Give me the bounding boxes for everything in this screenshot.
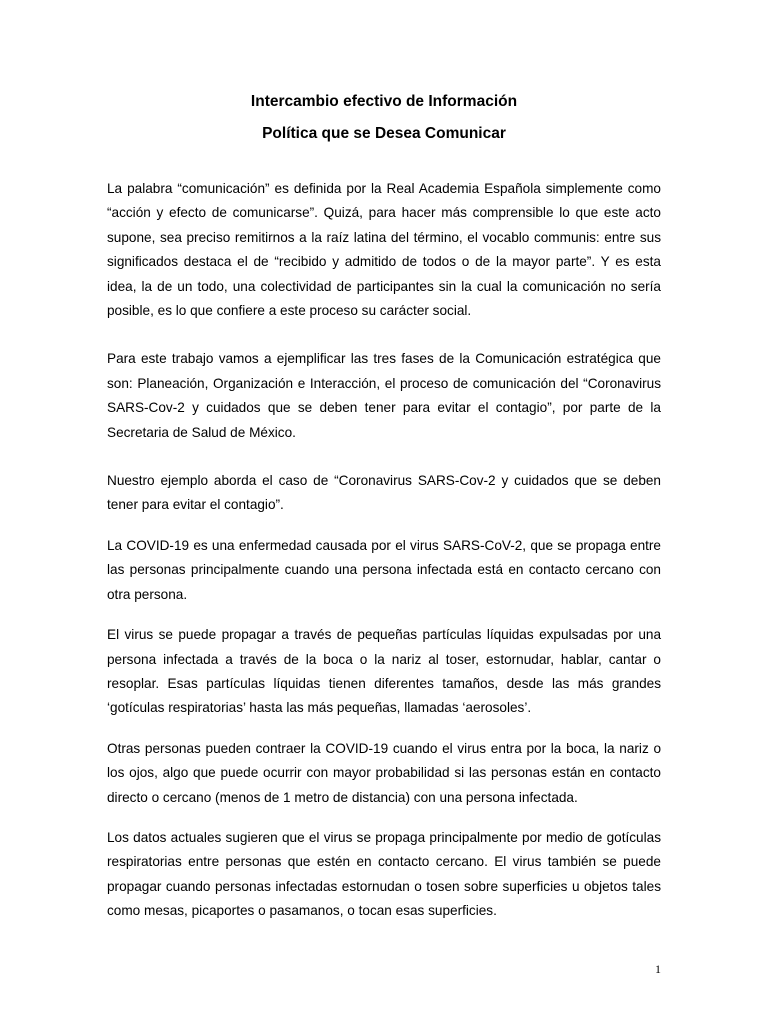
paragraph-propagacion-particulas: El virus se puede propagar a través de pequeñas partículas líquidas expulsadas por una persona infectada a través de la boca o la nariz al toser, estornudar, hablar, cantar o resoplar. Esas partículas líquidas tienen diferentes tamaños, desde las más grandes ‘gotículas respiratorias’ hasta las más pequeñas, llamadas ‘aerosoles’. xyxy=(107,627,661,716)
document-body xyxy=(107,92,661,924)
document-subtitle: Política que se Desea Comunicar xyxy=(262,125,506,142)
paragraph-fases-comunicacion: Para este trabajo vamos a ejemplificar las tres fases de la Comunicación estratégica que son: Planeación, Organización e Interacción, el proceso de comunicación del “Coronavirus SARS-Cov-2 y cuidados que se deben tener para evitar el contagio”, por parte de la Secretaria de Salud de México. xyxy=(107,351,661,440)
page-number: 1 xyxy=(655,962,661,976)
paragraph-covid-definicion: La COVID-19 es una enfermedad causada por el virus SARS-CoV-2, que se propaga entre las personas principalmente cuando una persona infectada está en contacto cercano con otra persona. xyxy=(107,537,661,602)
paragraph-datos-actuales: Los datos actuales sugieren que el virus se propaga principalmente por medio de gotículas respiratorias entre personas que estén en contacto cercano. El virus también se puede propagar cuando personas infectadas estornudan o tosen sobre superficies u objetos tales como mesas, picaportes o pasamanos, o tocan esas superficies. xyxy=(107,829,661,919)
paragraph-contagio-contacto: Otras personas pueden contraer la COVID-19 cuando el virus entra por la boca, la nariz o los ojos, algo que puede ocurrir con mayor probabilidad si las personas están en contacto directo o cercano (menos de 1 metro de distancia) con una persona infectada. xyxy=(107,740,661,805)
document-title: Intercambio efectivo de Información xyxy=(250,93,518,110)
paragraph-ejemplo: Nuestro ejemplo aborda el caso de “Coronavirus SARS-Cov-2 y cuidados que se deben tener para evitar el contagio”. xyxy=(107,473,661,513)
paragraph-comunicacion-definicion: La palabra “comunicación” es definida por la Real Academia Española simplemente como “acción y efecto de comunicarse”. Quizá, para hacer más comprensible lo que este acto supone, sea preciso remitirnos a la raíz latina del término, el vocablo communis: entre sus significados destaca el de “recibido y admitido de todos o de la mayor parte”. Y es esta idea, la de un todo, una colectividad de participantes sin la cual la comunicación no sería posible, es lo que confiere a este proceso su carácter social. xyxy=(107,181,661,319)
